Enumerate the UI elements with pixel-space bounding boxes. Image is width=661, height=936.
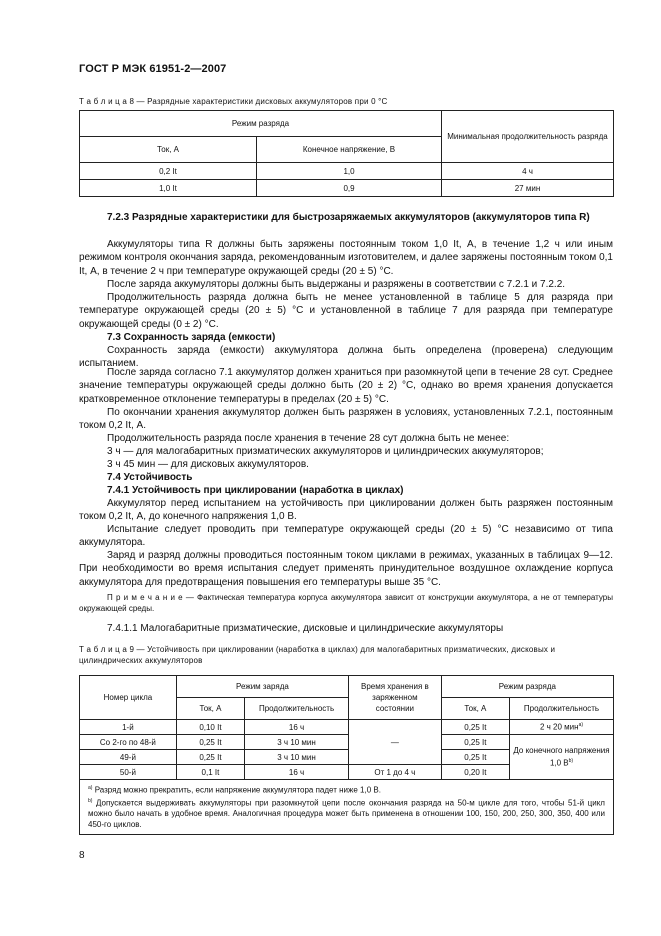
table8-col-current: Ток, А	[80, 137, 257, 163]
paragraph: По окончании хранения аккумулятор должен быть разряжен в условиях, установленных 7.2.1, постоянным током 0,2 It, А.	[79, 407, 613, 432]
table9-col-charge-current: Ток, А	[176, 698, 244, 720]
paragraph: Аккумуляторы типа R должны быть заряжены постоянным током 1,0 It, А, в течение 1,2 ч или иным режимом контроля окончания заряда, рекомендованным изготовителем, и далее заряжены постоянным током 0,1 It, А, в течение 2 ч при температуре окружающей среды (20 ± 5) °С.	[79, 239, 613, 277]
table9-cell: 0,25 It	[441, 750, 509, 765]
table9-caption: Т а б л и ц а 9 — Устойчивость при циклировании (наработка в циклах) для малогабаритных призматических, дисковых и цилиндрических аккумуляторов	[79, 645, 556, 665]
table8-cell: 1,0 It	[80, 180, 257, 197]
footnote-mark-a: а)	[578, 722, 584, 729]
paragraph: Продолжительность разряда после хранения в течение 28 сут должна быть не менее:	[107, 433, 510, 444]
section-741-title: 7.4.1 Устойчивость при циклировании (наработка в циклах)	[107, 485, 404, 496]
table8-caption: Т а б л и ц а 8 — Разрядные характеристики дисковых аккумуляторов при 0 °С	[79, 97, 388, 106]
paragraph: Аккумулятор перед испытанием на устойчивость при циклировании должен быть разряжен постоянным током 0,2 It, А, до конечного напряжения 1,0 В.	[79, 498, 613, 523]
paragraph: Испытание следует проводить при температуре окружающей среды (20 ± 5) °С независимо от типа аккумулятора.	[79, 524, 613, 549]
table9-cell: 3 ч 10 мин	[245, 735, 349, 750]
table9-cell: 0,25 It	[441, 735, 509, 750]
table9-cell: 0,25 It	[176, 735, 244, 750]
note: П р и м е ч а н и е — Фактическая температура корпуса аккумулятора зависит от конструкции аккумулятора, а не от температуры окружающей среды.	[79, 593, 613, 613]
document-header: ГОСТ Р МЭК 61951-2—2007	[79, 63, 227, 75]
table8-col-duration: Минимальная продолжительность разряда	[442, 111, 614, 163]
table9-cell: 1-й	[80, 720, 177, 735]
table8-group-header: Режим разряда	[80, 111, 442, 137]
table9-group-discharge: Режим разряда	[441, 676, 613, 698]
table9-group-charge: Режим заряда	[176, 676, 348, 698]
page-number: 8	[79, 850, 85, 861]
section-7411-title: 7.4.1.1 Малогабаритные призматические, дисковые и цилиндрические аккумуляторы	[107, 623, 504, 634]
footnote-mark-a: а)	[88, 785, 93, 791]
table8-cell: 1,0	[257, 163, 442, 180]
table9-col-charge-duration: Продолжительность	[245, 698, 349, 720]
table9-cell	[510, 735, 614, 780]
table9-footnotes	[80, 780, 614, 835]
table9-cell: Со 2-го по 48-й	[80, 735, 177, 750]
paragraph: 3 ч — для малогабаритных призматических аккумуляторов и цилиндрических аккумуляторов;	[107, 446, 544, 457]
table9	[79, 675, 614, 835]
footnote-b: Допускается выдерживать аккумуляторы при разомкнутой цепи после окончания разряда на 50-м цикле для того, чтобы 51-й цикл можно было начать в удобное время. Аналогичная процедура может быть применена в отношении 100, 150, 200, 250, 300, 350, 400 или 450-го циклов.	[88, 798, 605, 830]
section-74-title: 7.4 Устойчивость	[107, 472, 193, 483]
table9-cell: От 1 до 4 ч	[349, 765, 442, 780]
paragraph: После заряда согласно 7.1 аккумулятор должен храниться при разомкнутой цепи в течение 28 сут. Среднее значение температуры окружающей среды должно быть (20 ± 2) °С, однако во время хранения допускается кратковременное отклонение температуры в пределах (20 ± 5) °С.	[79, 367, 613, 405]
table9-col-storage: Время хранения в заряженном состоянии	[349, 676, 442, 720]
table9-cell: 3 ч 10 мин	[245, 750, 349, 765]
table9-duration-1: 2 ч 20 мин	[539, 722, 579, 732]
paragraph: Заряд и разряд должны проводиться постоянным током циклами в режимах, указанных в таблицах 9—12. При необходимости во время испытания следует применять принудительное воздушное охлаждение корпуса аккумулятора для предотвращения повышения его температуры выше 35 °С.	[79, 550, 613, 588]
table9-cell: 0,1 It	[176, 765, 244, 780]
table8-cell: 4 ч	[442, 163, 614, 180]
footnote-mark-b: b)	[568, 758, 574, 765]
section-723-title: 7.2.3 Разрядные характеристики для быстрозаряжаемых аккумуляторов (аккумуляторов типа R)	[107, 212, 590, 223]
table9-col-discharge-current: Ток, А	[441, 698, 509, 720]
table9-cell: 0,10 It	[176, 720, 244, 735]
table9-col-cycle: Номер цикла	[80, 676, 177, 720]
table9-cell: 16 ч	[245, 720, 349, 735]
table8-cell: 0,9	[257, 180, 442, 197]
table9-cell: 0,25 It	[176, 750, 244, 765]
paragraph: 3 ч 45 мин — для дисковых аккумуляторов.	[107, 459, 309, 470]
table9-col-discharge-duration: Продолжительность	[510, 698, 614, 720]
table9-cell: 0,20 It	[441, 765, 509, 780]
table8-cell: 0,2 It	[80, 163, 257, 180]
table9-cell: 0,25 It	[441, 720, 509, 735]
footnote-a: Разряд можно прекратить, если напряжение аккумулятора падет ниже 1,0 В.	[94, 785, 381, 795]
table8-cell: 27 мин	[442, 180, 614, 197]
table9-duration-2: До конечного напряжения 1,0 В	[513, 746, 610, 768]
table9-cell: —	[349, 720, 442, 765]
paragraph: После заряда аккумуляторы должны быть выдержаны и разряжены в соответствии с 7.2.1 и 7.2.2.	[107, 279, 566, 290]
table8	[79, 110, 614, 197]
paragraph: Продолжительность разряда должна быть не менее установленной в таблице 5 для разряда при температуре окружающей среды (20 ± 5) °С и установленной в таблице 7 для разряда при температуре окружающей среды (0 ± 2) °С.	[79, 292, 613, 330]
table9-cell: 50-й	[80, 765, 177, 780]
table9-cell: 49-й	[80, 750, 177, 765]
paragraph: Сохранность заряда (емкости) аккумулятора должна быть определена (проверена) следующим испытанием.	[79, 345, 613, 370]
footnote-mark-b: b)	[88, 797, 93, 804]
section-73-title: 7.3 Сохранность заряда (емкости)	[107, 332, 276, 343]
table9-cell	[510, 720, 614, 735]
table8-col-voltage: Конечное напряжение, В	[257, 137, 442, 163]
table9-cell: 16 ч	[245, 765, 349, 780]
